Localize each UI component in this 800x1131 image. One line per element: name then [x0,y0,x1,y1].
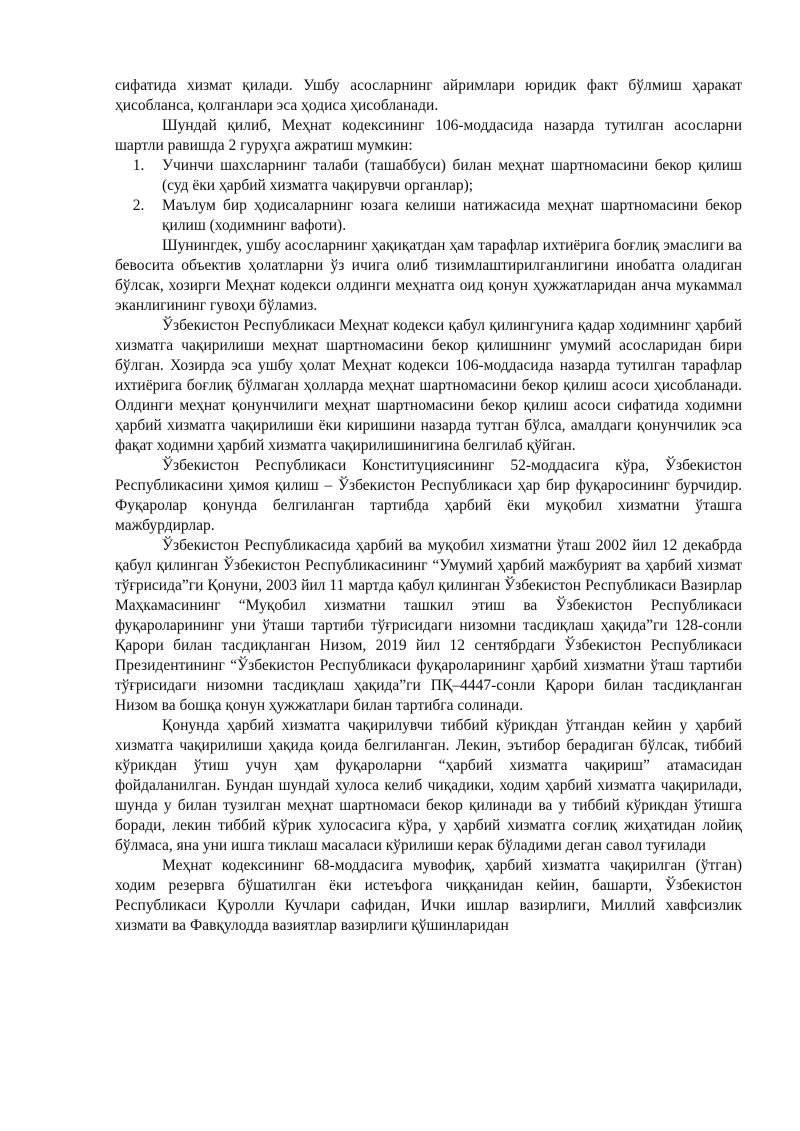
list-item-text: Маълум бир ҳодисаларнинг юзага келиши натижасида меҳнат шартномасини бекор қилиш (ходимнинг вафоти). [162,197,742,234]
list-item [115,196,742,236]
paragraph: Шундай қилиб, Меҳнат кодексининг 106-моддасида назарда тутилган асосларни шартли равишда 2 гуруҳга ажратиш мумкин: [115,117,742,154]
paragraph: Меҳнат кодексининг 68-моддасига мувофиқ, ҳарбий хизматга чақирилган (ўтган) ходим резервга бўшатилган ёки истеъфога чиққанидан кейин, башарти, Ўзбекистон Республикаси Қуролли Кучлари сафидан, Ички ишлар вазирлиги, Миллий хавфсизлик хизмати ва Фавқулодда вазиятлар вазирлиги қўшинларидан [115,857,742,934]
list-item [115,156,742,196]
list-item-text: Учинчи шахсларнинг талаби (ташаббуси) билан меҳнат шартномасини бекор қилиш (суд ёки ҳарбий хизматга чақирувчи органлар); [162,157,742,194]
paragraph: Шунингдек, ушбу асосларнинг ҳақиқатдан ҳам тарафлар ихтиёрига боғлиқ эмаслиги ва бевосита объектив ҳолатларни ўз ичига олиб тизимлаштирилганлигини инобатга оладиган бўлсак, хозирги Меҳнат кодекси олдинги меҳнатга оид қонун ҳужжатларидан анча мукаммал эканлигининг гувоҳи бўламиз. [115,237,742,314]
paragraph: сифатида хизмат қилади. Ушбу асосларнинг айримлари юридик факт бўлмиш ҳаракат ҳисобланса, қолганлари эса ҳодиса ҳисобланади. [115,77,742,114]
list-item-number: 2. [132,197,145,214]
list-item-number: 1. [132,157,145,174]
paragraph: Ўзбекистон Республикасида ҳарбий ва муқобил хизматни ўташ 2002 йил 12 декабрда қабул қилинган Ўзбекистон Республикасининг “Умумий ҳарбий мажбурият ва ҳарбий хизмат тўғрисида”ги Қонуни, 2003 йил 11 мартда қабул қилинган Ўзбекистон Республикаси Вазирлар Маҳкамасининг “Муқобил хизматни ташкил этиш ва Ўзбекистон Республикаси фуқароларининг уни ўташи тартиби тўғрисидаги низомни тасдиқлаш ҳақида”ги 128-сонли Қарори билан тасдиқланган Низом, 2019 йил 12 сентябрдаги Ўзбекистон Республикаси Президентининг “Ўзбекистон Республикаси фуқароларининг ҳарбий хизматни ўташ тартиби тўғрисидаги низомни тасдиқлаш ҳақида”ги ПҚ–4447-сонли Қарори билан тасдиқланган Низом ва бошқа қонун ҳужжатлари билан тартибга солинади. [115,537,742,714]
paragraph: Ўзбекистон Республикаси Конституциясининг 52-моддасига кўра, Ўзбекистон Республикасини ҳимоя қилиш – Ўзбекистон Республикаси ҳар бир фуқаросининг бурчидир. Фуқаролар қонунда белгиланган тартибда ҳарбий ёки муқобил хизматни ўташга мажбурдирлар. [115,457,742,534]
paragraph: Ўзбекистон Республикаси Меҳнат кодекси қабул қилингунига қадар ходимнинг ҳарбий хизматга чақирилиши меҳнат шартномасини бекор қилишнинг умумий асосларидан бири бўлган. Хозирда эса ушбу ҳолат Меҳнат кодекси 106-моддасида назарда тутилган тарафлар ихтиёрига боғлиқ бўлмаган ҳолларда меҳнат шартномасини бекор қилиш асоси ҳисобланади. Олдинги меҳнат қонунчилиги меҳнат шартномасини бекор қилиш асоси сифатида ходимни ҳарбий хизматга чақирилиши ёки киришини назарда тутган бўлса, амалдаги қонунчилик эса фақат ходимни ҳарбий хизматга чақирилишинигина белгилаб қўйган. [115,317,742,454]
document-page [115,76,742,936]
paragraph: Қонунда ҳарбий хизматга чақирилувчи тиббий кўрикдан ўтгандан кейин у ҳарбий хизматга чақирилиши ҳақида қоида белгиланган. Лекин, эътибор берадиган бўлсак, тиббий кўрикдан ўтиш учун ҳам фуқароларни “ҳарбий хизматга чақириш” атамасидан фойдаланилган. Бундан шундай хулоса келиб чиқадики, ходим ҳарбий хизматга чақирилади, шунда у билан тузилган меҳнат шартномаси бекор қилинади ва у тиббий кўрикдан ўтишга боради, лекин тиббий кўрик хулосасига кўра, у ҳарбий хизматга соғлиқ жиҳатидан лойиқ бўлмаса, яна уни ишга тиклаш масаласи кўрилиши керак бўладими деган савол туғилади [115,717,742,854]
